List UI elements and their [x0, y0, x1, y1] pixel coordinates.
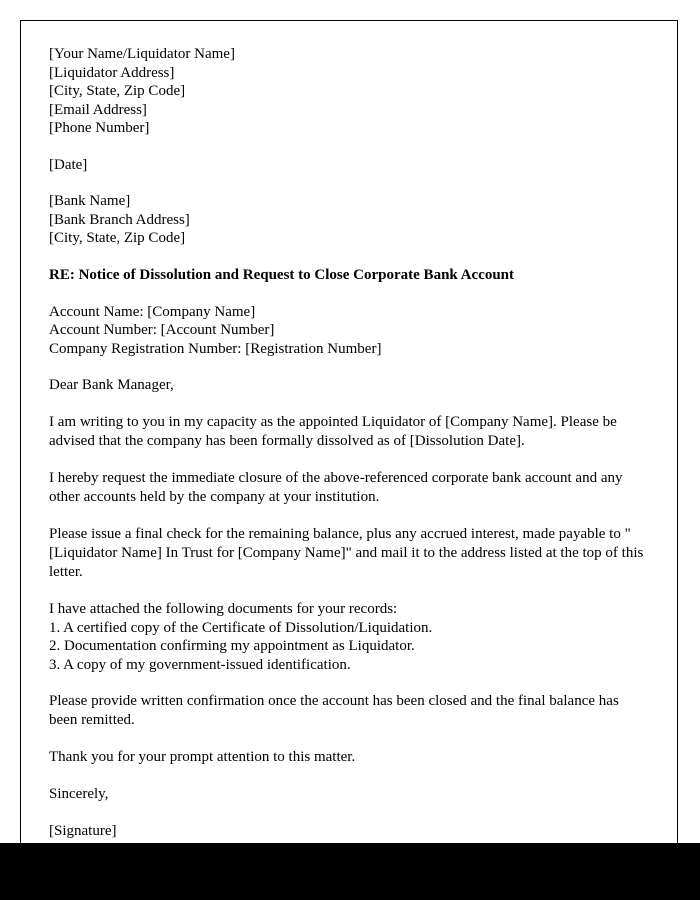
- sender-address-block: [49, 45, 649, 138]
- sender-name: [Your Name/Liquidator Name]: [49, 46, 235, 62]
- sender-city-state-zip: [City, State, Zip Code]: [49, 83, 186, 99]
- letter-body: [20, 20, 678, 860]
- subject-line: RE: Notice of Dissolution and Request to Close Corporate Bank Account: [49, 266, 514, 283]
- signature-placeholder: [Signature]: [49, 823, 117, 839]
- attachments-block: [49, 600, 649, 674]
- account-number-line: Account Number: [Account Number]: [49, 322, 275, 338]
- account-details-block: [49, 303, 649, 359]
- recipient-address-block: [49, 192, 649, 248]
- sender-address: [Liquidator Address]: [49, 64, 175, 81]
- attachments-intro: I have attached the following documents for your records:: [49, 601, 398, 617]
- paragraph-thanks: Thank you for your prompt attention to this matter.: [49, 749, 356, 765]
- paragraph-introduction: I am writing to you in my capacity as the appointed Liquidator of [Company Name]. Please be advised that the company has been formally dissolved as of [Dissolution Date].: [49, 414, 617, 449]
- attachment-item-2: 2. Documentation confirming my appointment as Liquidator.: [49, 638, 415, 654]
- letter-date: [Date]: [49, 156, 88, 173]
- paragraph-closure-request: I hereby request the immediate closure of the above-referenced corporate bank account and any other accounts held by the company at your institution.: [49, 470, 623, 505]
- attachment-item-3: 3. A copy of my government-issued identification.: [49, 656, 351, 673]
- account-name-line: Account Name: [Company Name]: [49, 303, 256, 320]
- sender-phone: [Phone Number]: [49, 120, 150, 136]
- sender-email: [Email Address]: [49, 101, 147, 118]
- paragraph-final-check: Please issue a final check for the remaining balance, plus any accrued interest, made payable to "[Liquidator Name] In Trust for [Company Name]" and mail it to the address listed at the top of this letter.: [49, 526, 644, 580]
- recipient-branch-address: [Bank Branch Address]: [49, 211, 190, 228]
- date-block: [49, 156, 649, 175]
- paragraph-confirmation-request: Please provide written confirmation once the account has been closed and the final balance has been remitted.: [49, 693, 619, 728]
- valediction: Sincerely,: [49, 786, 109, 802]
- page-bottom-cutoff-bar: [0, 843, 700, 900]
- recipient-city-state-zip: [City, State, Zip Code]: [49, 230, 186, 246]
- attachment-item-1: 1. A certified copy of the Certificate of Dissolution/Liquidation.: [49, 619, 433, 636]
- registration-number-line: Company Registration Number: [Registration Number]: [49, 340, 382, 357]
- salutation: Dear Bank Manager,: [49, 377, 174, 393]
- recipient-bank-name: [Bank Name]: [49, 193, 131, 209]
